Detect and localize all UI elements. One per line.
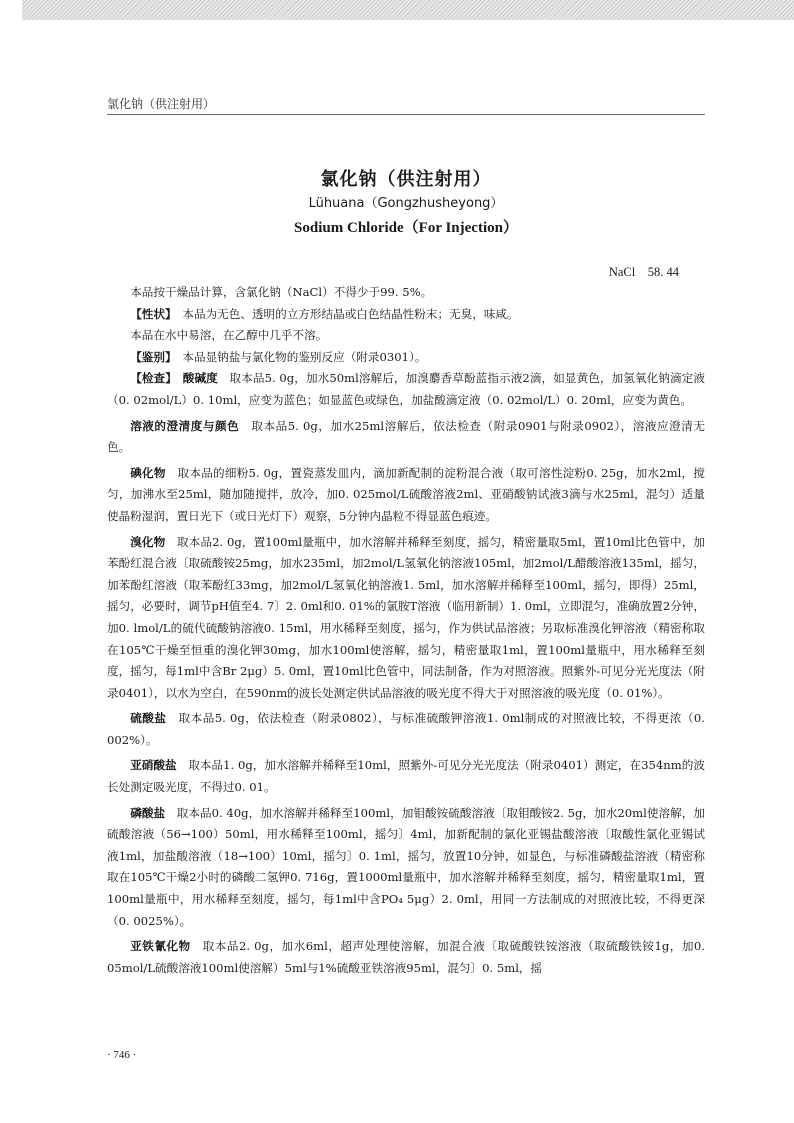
ferrocyanide-text: 取本品2. 0g，加水6ml，超声处理使溶解，加混合液〔取硫酸铁铵溶液（取硫酸铁铵1g，加0. 05mol/L硫酸溶液100ml使溶解）5ml与1%硫酸亚铁溶液95ml，混匀〕0. 5ml，摇 [107, 939, 705, 975]
properties-paragraph [107, 304, 705, 326]
nitrite-heading: 亚硝酸盐 [130, 758, 177, 773]
content-statement: 本品按干燥品计算，含氯化钠（NaCl）不得少于99. 5%。 [130, 285, 433, 299]
identification-paragraph [107, 347, 705, 369]
phosphate-text: 取本品0. 40g，加水溶解并稀释至100ml，加钼酸铵硫酸溶液〔取钼酸铵2. 5g，加水20ml使溶解，加硫酸溶液（56→100）50ml，用水稀释至100ml，摇匀〕4ml，加新配制的氯化亚锡盐酸溶液〔取酸性氯化亚锡试液1ml，加盐酸溶液（18→100）10ml，摇匀〕0. 1ml，摇匀，放置10分钟，如显色，与标准磷酸盐溶液（精密称取在105℃干燥2小时的磷酸二氢钾0. 716g，置1000ml量瓶中，加水溶解并稀释至刻度，摇匀，精密量取1ml，置100ml量瓶中，用水稀释至刻度，摇匀，每1ml中含PO₄ 5μg）2. 0ml，用同一方法制成的对照液比较，不得更深（0. 0025%）。 [107, 805, 705, 928]
clarity-text: 取本品5. 0g，加水25ml溶解后，依法检查（附录0901与附录0902），溶液应澄清无色。 [107, 418, 705, 455]
iodide-heading: 碘化物 [130, 465, 166, 480]
phosphate-paragraph [107, 803, 705, 933]
sulfate-heading: 硫酸盐 [130, 711, 167, 726]
monograph-body [107, 282, 705, 979]
page-number: · 746 · [107, 1049, 137, 1061]
title-block [107, 168, 705, 239]
title-pinyin: Lühuana（Gongzhusheyong） [308, 196, 504, 211]
solubility-paragraph: 本品在水中易溶，在乙醇中几乎不溶。 [130, 328, 328, 343]
bromide-text: 取本品2. 0g，置100ml量瓶中，加水溶解并稀释至刻度，摇匀，精密量取5ml，置10ml比色管中，加苯酚红混合液〔取硫酸铵25mg，加水235ml，加2mol/L氢氧化钠溶液105ml，加2mol/L醋酸溶液135ml，摇匀，加苯酚红溶液（取苯酚红33mg，加2mol/L氢氧化钠溶液1. 5ml，加水溶解并稀释至100ml，摇匀，即得）25ml，摇匀，必要时，调节pH值至4. 7〕2. 0ml和0. 01%的氯胺T溶液（临用新制）1. 0ml，立即混匀，准确放置2分钟，加0. lmol/L的硫代硫酸钠溶液0. 15ml，用水稀释至刻度，摇匀，作为供试品溶液；另取标准溴化钾溶液（精密称取在105℃干燥至恒重的溴化钾30mg，加水100ml使溶解，摇匀，精密量取1ml，置100ml量瓶中，用水稀释至刻度，摇匀，每1ml中含Br 2μg）5. 0ml，置10ml比色管中，同法制备，作为对照溶液。照紫外-可见分光光度法（附录0401），以水为空白，在590nm的波长处测定供试品溶液的吸光度不得大于对照溶液的吸光度（0. 01%）。 [107, 534, 705, 700]
sulfate-paragraph [107, 708, 705, 751]
test-heading: 【检查】 [130, 371, 172, 386]
iodide-paragraph [107, 463, 705, 528]
title-chinese: 氯化钠（供注射用） [320, 169, 492, 190]
bromide-paragraph [107, 532, 705, 705]
identification-heading: 【鉴别】 [130, 349, 171, 364]
top-scan-strip [22, 0, 794, 20]
clarity-paragraph [107, 416, 705, 459]
phosphate-heading: 磷酸盐 [130, 805, 166, 820]
nitrite-text: 取本品1. 0g，加水溶解并稀释至10ml，照紫外-可见分光光度法（附录0401）测定，在354nm的波长处测定吸光度，不得过0. 01。 [107, 758, 705, 795]
properties-heading: 【性状】 [130, 306, 171, 321]
acidity-heading: 酸碱度 [182, 371, 218, 386]
properties-text: 本品为无色、透明的立方形结晶或白色结晶性粉末；无臭，味咸。 [182, 306, 519, 321]
bromide-heading: 溴化物 [130, 534, 166, 549]
acidity-text: 取本品5. 0g，加水50ml溶解后，加溴麝香草酚蓝指示液2滴，如显黄色，加氢氧化钠滴定液（0. 02mol/L）0. 10ml，应变为蓝色；如显蓝色或绿色，加盐酸滴定液（0. 02mol/L）0. 20ml，应变为黄色。 [107, 371, 705, 407]
identification-text: 本品显钠盐与氯化物的鉴别反应（附录0301）。 [182, 349, 427, 364]
molecular-formula: NaCl 58. 44 [608, 265, 679, 279]
ferrocyanide-heading: 亚铁氰化物 [130, 939, 191, 954]
title-english: Sodium Chloride（For Injection） [294, 220, 518, 236]
clarity-heading: 溶液的澄清度与颜色 [130, 418, 240, 433]
acidity-paragraph [107, 368, 705, 411]
running-header: 氯化钠（供注射用） [107, 97, 216, 111]
nitrite-paragraph [107, 755, 705, 798]
iodide-text: 取本品的细粉5. 0g，置瓷蒸发皿内，滴加新配制的淀粉混合液（取可溶性淀粉0. 25g，加水2ml，搅匀，加沸水至25ml，随加随搅拌，放冷，加0. 025mol/L硫酸溶液2ml、亚硝酸钠试液3滴与水25ml，混匀）适量使晶粉湿润，置日光下（或日光灯下）观察，5分钟内晶粒不得显蓝色痕迹。 [107, 465, 705, 523]
sulfate-text: 取本品5. 0g，依法检查（附录0802），与标准硫酸钾溶液1. 0ml制成的对照液比较，不得更浓（0. 002%）。 [107, 711, 705, 747]
header-rule [107, 114, 705, 115]
ferrocyanide-paragraph [107, 936, 705, 979]
